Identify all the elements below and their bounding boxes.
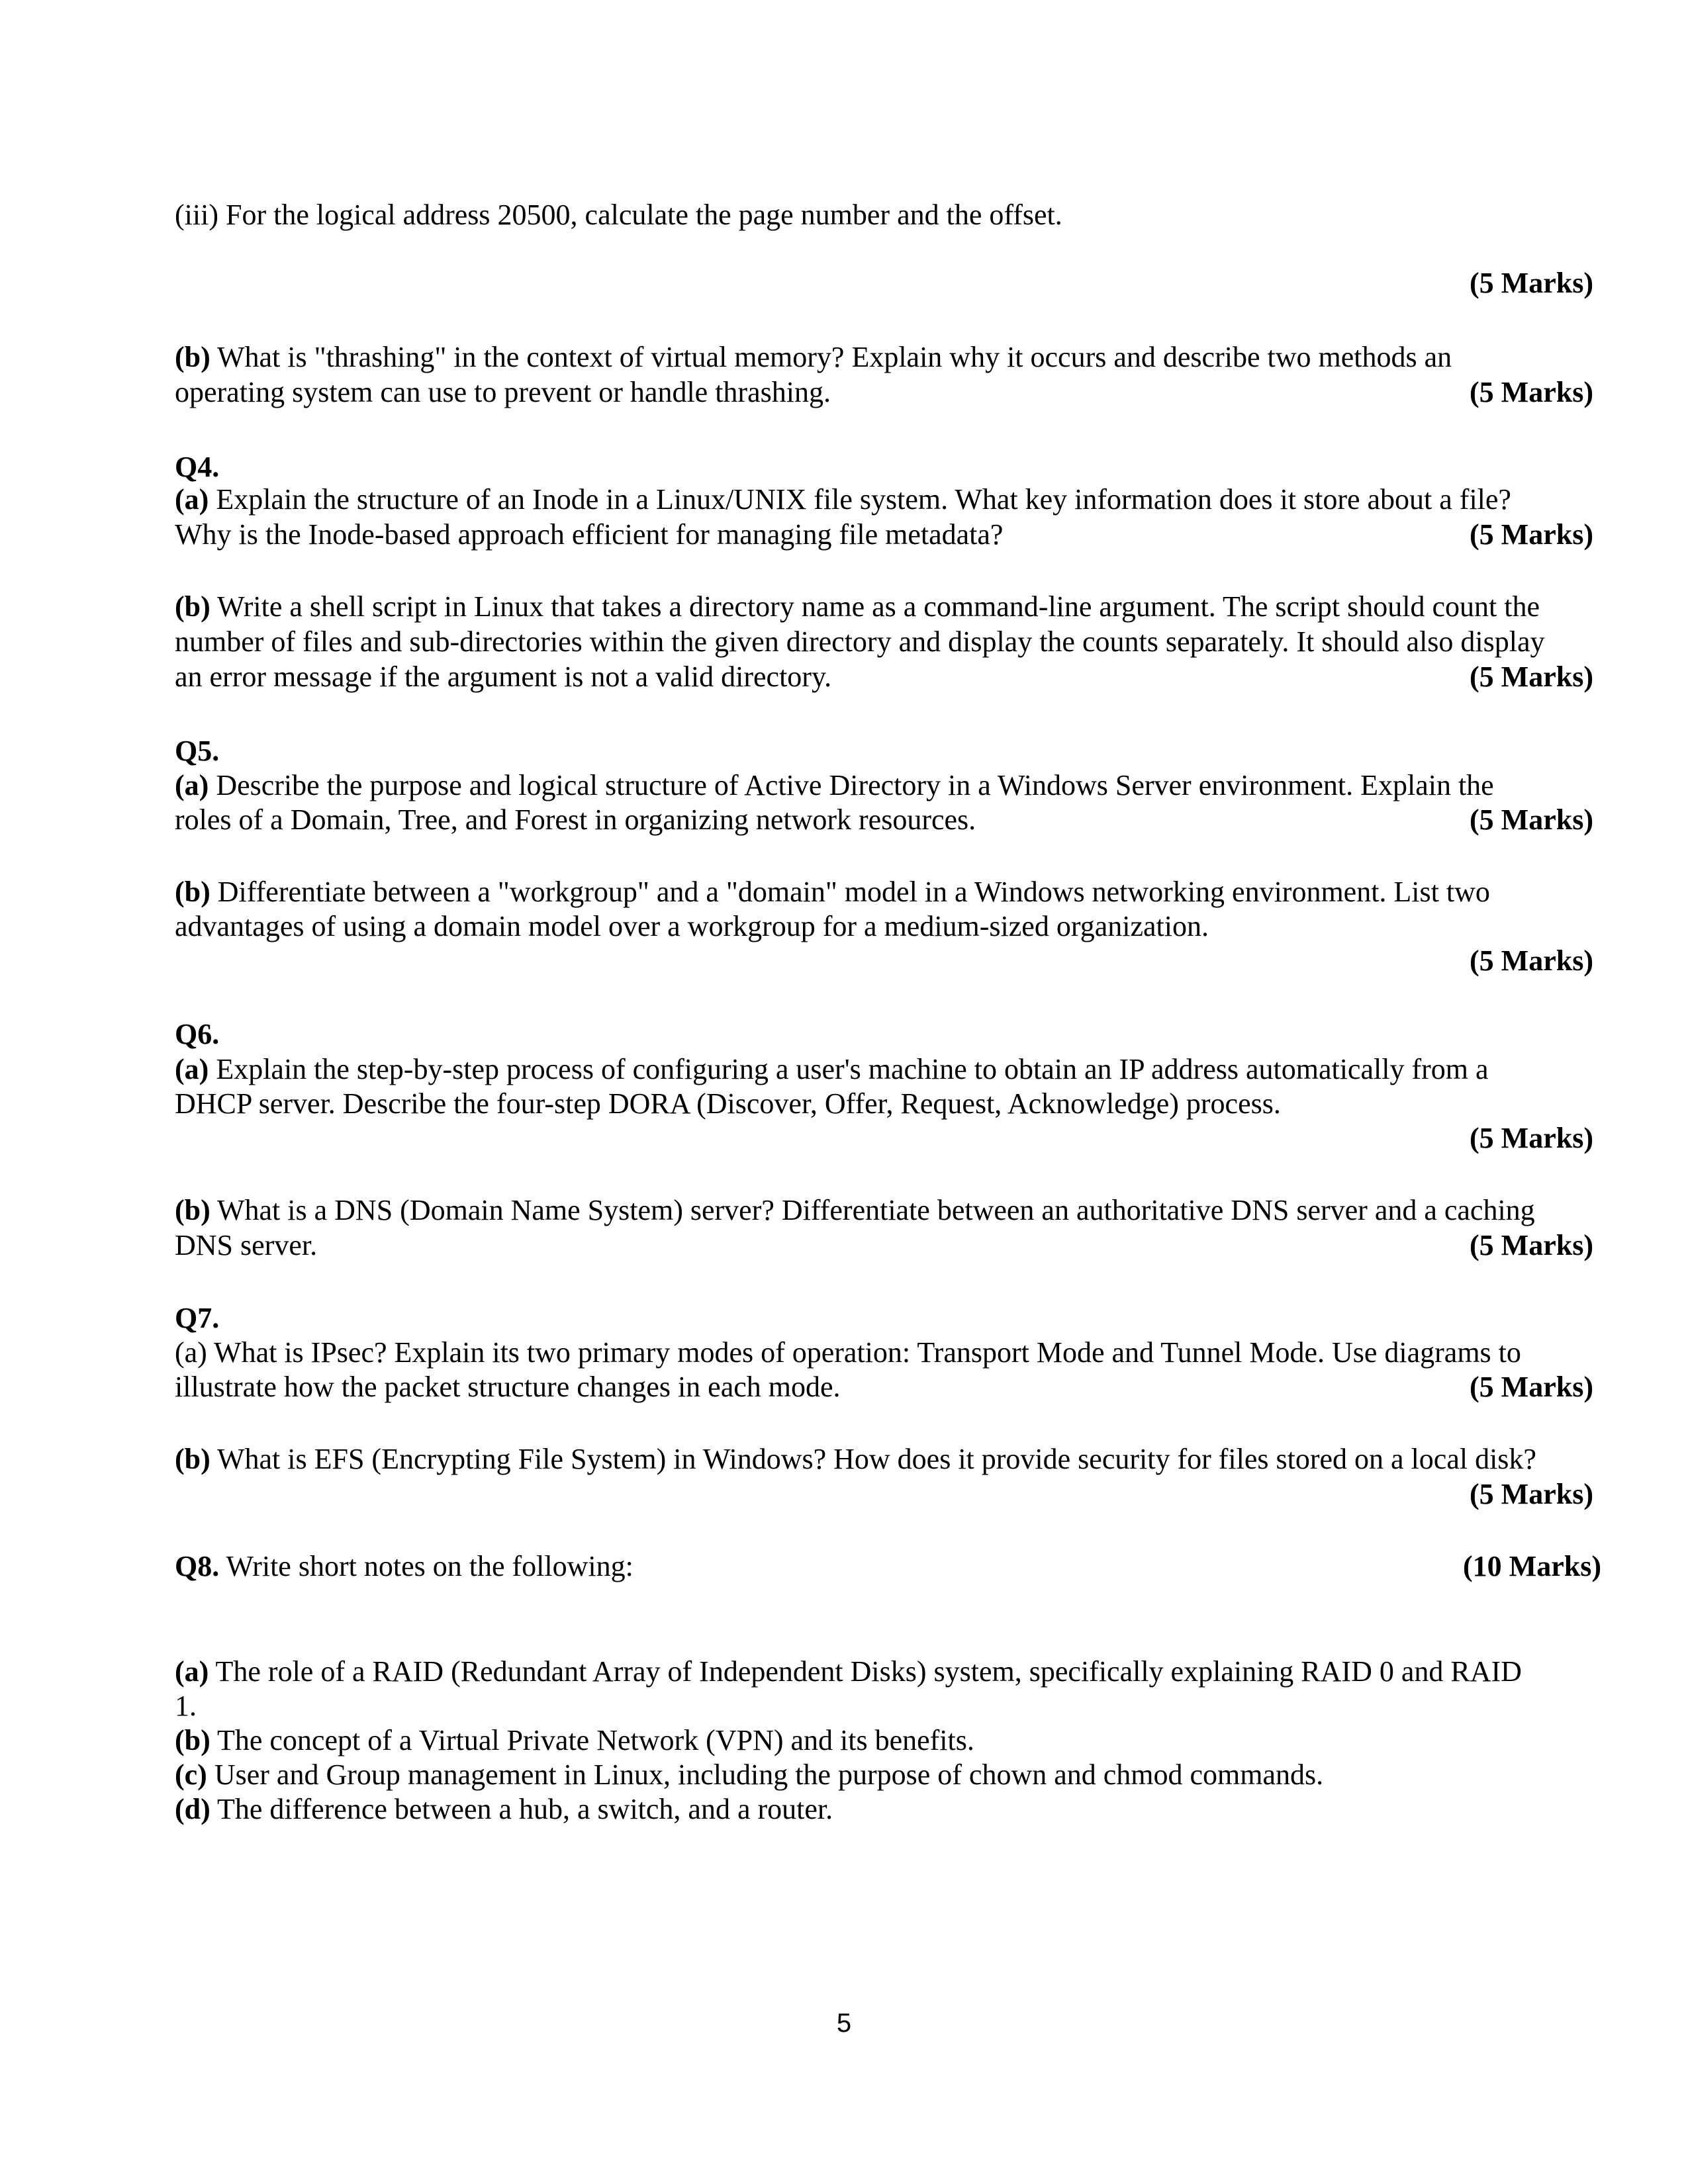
q8-heading: Q8. bbox=[175, 1550, 220, 1582]
q8b-text: The concept of a Virtual Private Network (VPN) and its benefits. bbox=[210, 1724, 974, 1756]
q7a-marks: (5 Marks) bbox=[1470, 1371, 1593, 1403]
q4b-label: (b) bbox=[175, 590, 211, 623]
q5b-line-1 bbox=[175, 872, 1605, 912]
q7a-text-2: illustrate how the packet structure changes in each mode. bbox=[175, 1371, 841, 1403]
q8a-line-1 bbox=[175, 1652, 1605, 1692]
q4a-line-2 bbox=[175, 515, 1605, 555]
page-number: 5 bbox=[836, 2009, 852, 2038]
q8c-line bbox=[175, 1755, 1605, 1795]
q6b-line-2 bbox=[175, 1226, 1605, 1265]
q7b-marks: (5 Marks) bbox=[1470, 1478, 1593, 1510]
q7b-label: (b) bbox=[175, 1443, 211, 1475]
q4a-text-1: Explain the structure of an Inode in a Linux/UNIX file system. What key information does it store about a file? bbox=[209, 483, 1511, 516]
q7a-line-1 bbox=[175, 1333, 1605, 1373]
q4b-line-1 bbox=[175, 587, 1605, 627]
q7b-line-1 bbox=[175, 1439, 1605, 1479]
q5-heading: Q5. bbox=[175, 735, 220, 767]
q4b-text-2: number of files and sub-directories within the given directory and display the counts separately. It should also display bbox=[175, 625, 1545, 658]
q8d-text: The difference between a hub, a switch, and a router. bbox=[210, 1793, 833, 1825]
q4-heading: Q4. bbox=[175, 451, 220, 483]
q7-heading: Q7. bbox=[175, 1302, 220, 1334]
q5b-marks: (5 Marks) bbox=[1470, 944, 1593, 977]
q4a-label: (a) bbox=[175, 483, 209, 516]
q6a-line-2 bbox=[175, 1084, 1605, 1124]
q4b-marks: (5 Marks) bbox=[1470, 660, 1593, 693]
q3b-line-2 bbox=[175, 373, 1605, 412]
q3b-marks: (5 Marks) bbox=[1470, 376, 1593, 408]
q6b-text-1: What is a DNS (Domain Name System) server? Differentiate between an authoritative DNS server and a caching bbox=[210, 1194, 1535, 1226]
q8-heading-line bbox=[175, 1547, 1605, 1586]
q5b-text-2: advantages of using a domain model over a workgroup for a medium-sized organization. bbox=[175, 910, 1209, 942]
q5b-line-2 bbox=[175, 907, 1605, 946]
q8a-text-2: 1. bbox=[175, 1690, 197, 1722]
q8b-label: (b) bbox=[175, 1724, 211, 1756]
q8d-label: (d) bbox=[175, 1793, 211, 1825]
q8c-text: User and Group management in Linux, including the purpose of chown and chmod commands. bbox=[207, 1758, 1324, 1791]
q5b-text-1: Differentiate between a "workgroup" and a "domain" model in a Windows networking environment. List two bbox=[210, 876, 1490, 908]
q7b-text-1: What is EFS (Encrypting File System) in Windows? How does it provide security for files stored on a local disk? bbox=[210, 1443, 1536, 1475]
q3b-label: (b) bbox=[175, 341, 211, 373]
q7a-text-1: (a) What is IPsec? Explain its two primary modes of operation: Transport Mode and Tunnel Mode. Use diagrams to bbox=[175, 1336, 1521, 1369]
q6b-marks: (5 Marks) bbox=[1470, 1229, 1593, 1261]
q5b-label: (b) bbox=[175, 876, 211, 908]
q6a-text-2: DHCP server. Describe the four-step DORA (Discover, Offer, Request, Acknowledge) process. bbox=[175, 1087, 1281, 1120]
q5a-marks: (5 Marks) bbox=[1470, 803, 1593, 836]
q4b-line-3 bbox=[175, 657, 1605, 697]
q8b-line bbox=[175, 1721, 1605, 1760]
q5a-text-1: Describe the purpose and logical structure of Active Directory in a Windows Server environment. Explain the bbox=[209, 769, 1494, 801]
q5a-text-2: roles of a Domain, Tree, and Forest in organizing network resources. bbox=[175, 803, 976, 836]
q8a-line-2 bbox=[175, 1686, 1605, 1726]
q3b-text-2: operating system can use to prevent or handle thrashing. bbox=[175, 376, 831, 408]
q5a-label: (a) bbox=[175, 769, 209, 801]
q3-part-iii-text: (iii) For the logical address 20500, calculate the page number and the offset. bbox=[175, 199, 1062, 231]
q8a-text-1: The role of a RAID (Redundant Array of Independent Disks) system, specifically explaining RAID 0 and RAID bbox=[209, 1655, 1522, 1688]
q4a-line-1 bbox=[175, 480, 1605, 520]
q4b-text-3: an error message if the argument is not a valid directory. bbox=[175, 660, 832, 693]
q6a-label: (a) bbox=[175, 1053, 209, 1085]
q7a-line-2 bbox=[175, 1367, 1605, 1407]
q4b-line-2 bbox=[175, 622, 1605, 662]
q6b-text-2: DNS server. bbox=[175, 1229, 318, 1261]
q4b-text-1: Write a shell script in Linux that takes a directory name as a command-line argument. The script should count the bbox=[210, 590, 1540, 623]
q4a-text-2: Why is the Inode-based approach efficient for managing file metadata? bbox=[175, 518, 1004, 551]
q8-heading-text: Write short notes on the following: bbox=[219, 1550, 633, 1582]
q4a-marks: (5 Marks) bbox=[1470, 518, 1593, 551]
q8d-line bbox=[175, 1790, 1605, 1829]
q6b-line-1 bbox=[175, 1191, 1605, 1230]
q6a-text-1: Explain the step-by-step process of configuring a user's machine to obtain an IP address automatically from a bbox=[209, 1053, 1489, 1085]
q6a-marks: (5 Marks) bbox=[1470, 1122, 1593, 1154]
q6b-label: (b) bbox=[175, 1194, 211, 1226]
q5a-line-2 bbox=[175, 800, 1605, 840]
q6-heading: Q6. bbox=[175, 1018, 220, 1050]
q8-marks: (10 Marks) bbox=[1463, 1550, 1601, 1582]
q6a-line-1 bbox=[175, 1050, 1605, 1089]
q3b-text-1: What is "thrashing" in the context of virtual memory? Explain why it occurs and describe two methods an bbox=[210, 341, 1452, 373]
q8a-label: (a) bbox=[175, 1655, 209, 1688]
q8c-label: (c) bbox=[175, 1758, 207, 1791]
q5a-line-1 bbox=[175, 766, 1605, 805]
q3b-line-1 bbox=[175, 338, 1605, 377]
q3-part-iii bbox=[175, 195, 1605, 235]
q3-part-iii-marks: (5 Marks) bbox=[1470, 267, 1593, 299]
